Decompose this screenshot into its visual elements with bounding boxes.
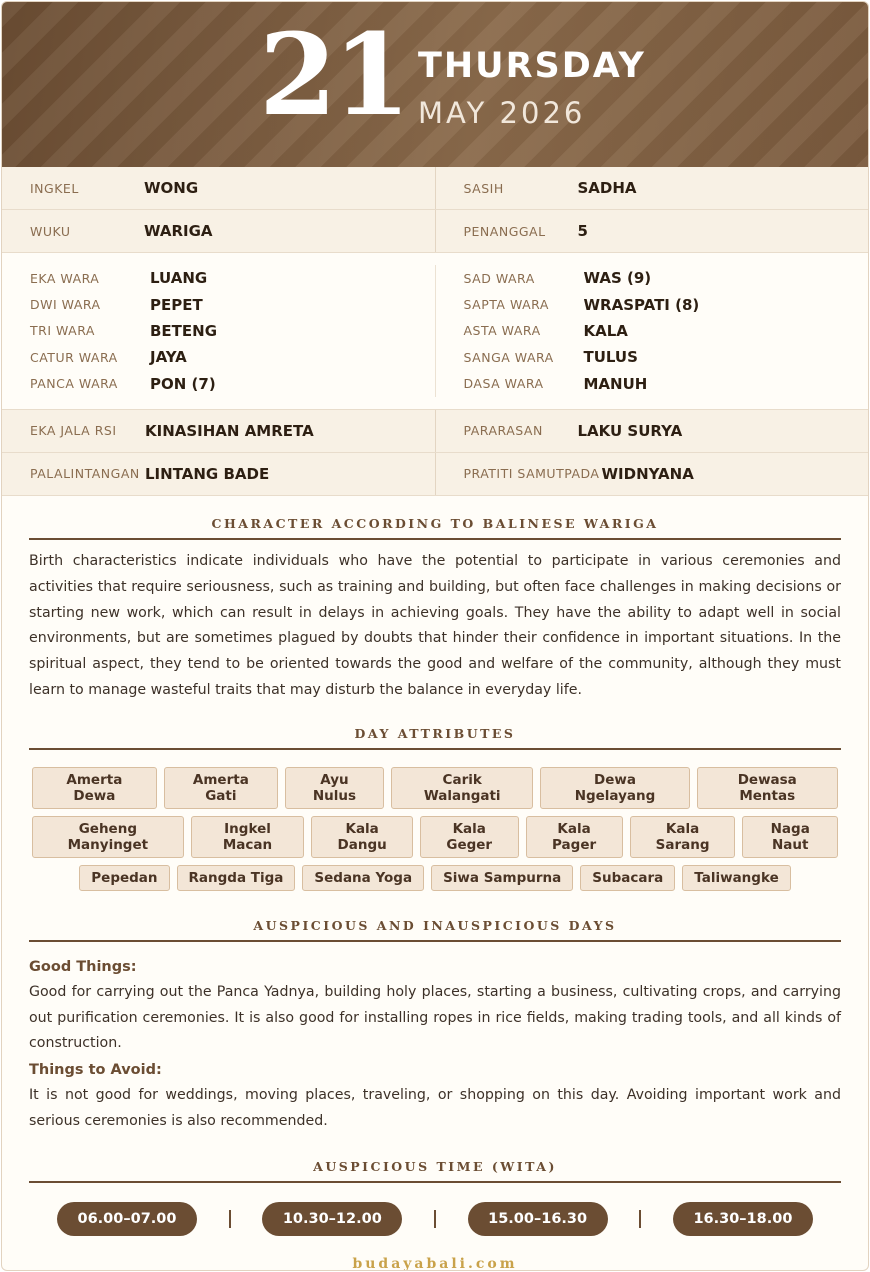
wara-row — [464, 344, 869, 370]
info-value: 5 — [577, 222, 588, 240]
footer-site-name: budayabali.com — [352, 1255, 518, 1271]
attribute-tag: Taliwangke — [682, 865, 790, 891]
tag-row — [32, 816, 838, 858]
info-cell — [2, 453, 435, 495]
wara-value: WRASPATI (8) — [583, 295, 700, 314]
attribute-tag: Ayu Nulus — [285, 767, 384, 809]
info-cell — [2, 167, 435, 209]
attribute-tag: Siwa Sampurna — [431, 865, 573, 891]
character-title: CHARACTER ACCORDING TO BALINESE WARIGA — [29, 516, 841, 540]
wara-value: KALA — [583, 321, 628, 340]
weekday: THURSDAY — [418, 46, 646, 86]
things-to-avoid-text: It is not good for weddings, moving places, traveling, or shopping on this day. Avoiding important work and serious ceremonies is also recommended. — [29, 1087, 841, 1129]
wara-row — [30, 318, 435, 344]
wara-grid — [2, 253, 868, 410]
times-title: AUSPICIOUS TIME (WITA) — [29, 1159, 841, 1183]
day-number: 21 — [259, 10, 407, 141]
wara-label: SAD WARA — [463, 270, 535, 286]
info-label: WUKU — [30, 223, 71, 239]
info-label: INGKEL — [30, 180, 79, 196]
wara-label: DWI WARA — [30, 297, 101, 313]
attribute-tag: Amerta Gati — [164, 767, 278, 809]
attributes-title: DAY ATTRIBUTES — [29, 726, 841, 750]
attribute-tag: Naga Naut — [742, 816, 838, 858]
info-cell — [2, 410, 435, 452]
info-cell — [435, 410, 869, 452]
info-label: EKA JALA RSI — [30, 423, 117, 439]
tag-row — [32, 767, 838, 809]
wara-value: LUANG — [150, 269, 208, 288]
good-things-text: Good for carrying out the Panca Yadnya, building holy places, starting a business, cultivating crops, and carrying out purification ceremonies. It is also good for installing ropes in rice fields, making trading tools, and all kinds of construction. — [29, 983, 841, 1052]
info-cell — [2, 210, 435, 252]
divider — [229, 1210, 231, 1228]
info-row-ingkel — [2, 167, 868, 210]
wara-label: SAPTA WARA — [463, 297, 549, 313]
attribute-tag: Kala Dangu — [311, 816, 413, 858]
wara-row — [30, 371, 435, 397]
wara-row — [464, 318, 869, 344]
attribute-tag: Sedana Yoga — [302, 865, 424, 891]
wara-label: SANGA WARA — [463, 349, 554, 365]
attribute-tag: Kala Sarang — [630, 816, 736, 858]
month-year: MAY 2026 — [418, 96, 586, 130]
character-text: Birth characteristics indicate individuals who have the potential to participate in various ceremonies and activities that require seriousness, such as training and building, but often face challenges in making decisions or starting new work, which can result in delays in achieving goals. They have the ability to adapt well in social environments, but are sometimes plagued by doubts that hinder their confidence in important situations. In the spiritual aspect, they tend to be oriented towards the good and welfare of the community, although they must learn to manage wasteful traits that may disturb the balance in everyday life. — [29, 552, 841, 698]
wara-value: JAYA — [150, 348, 187, 367]
attribute-tag: Kala Geger — [420, 816, 519, 858]
wara-label: PANCA WARA — [30, 376, 118, 392]
info-cell — [435, 453, 869, 495]
info-value: WARIGA — [144, 222, 213, 240]
calendar-card — [1, 1, 869, 1271]
attribute-tag: Rangda Tiga — [177, 865, 296, 891]
wara-row — [30, 291, 435, 317]
wara-value: MANUH — [583, 374, 648, 393]
wara-value: PON (7) — [150, 374, 216, 393]
wara-value: WAS (9) — [583, 269, 652, 288]
wara-value: TULUS — [583, 348, 638, 367]
wara-label: DASA WARA — [463, 376, 544, 392]
info-value: KINASIHAN AMRETA — [145, 421, 314, 440]
time-slot: 15.00–16.30 — [468, 1202, 608, 1236]
time-slots — [57, 1202, 813, 1236]
attribute-tag: Geheng Manyinget — [32, 816, 184, 858]
info-label: PRATITI SAMUTPADA — [463, 466, 600, 482]
attribute-tags — [32, 767, 838, 891]
wara-column-right — [435, 265, 869, 397]
attribute-tag: Kala Pager — [526, 816, 623, 858]
wara-value: PEPET — [150, 295, 203, 314]
attribute-tag: Pepedan — [79, 865, 169, 891]
info-label: SASIH — [463, 180, 504, 196]
attribute-tag: Dewa Ngelayang — [540, 767, 689, 809]
info-row-wuku — [2, 210, 868, 253]
time-slot: 10.30–12.00 — [262, 1202, 402, 1236]
good-things-heading: Good Things: — [29, 958, 137, 975]
date-header — [2, 2, 868, 167]
attribute-tag: Amerta Dewa — [32, 767, 157, 809]
info-value: WIDNYANA — [601, 464, 694, 483]
info-cell — [435, 210, 869, 252]
info-cell — [435, 167, 869, 209]
things-to-avoid-heading: Things to Avoid: — [29, 1062, 162, 1079]
info-row-palalintangan — [2, 453, 868, 496]
info-value: LINTANG BADE — [145, 464, 270, 483]
wara-label: ASTA WARA — [463, 323, 541, 339]
info-value: SADHA — [577, 179, 637, 197]
info-value: WONG — [144, 179, 199, 197]
wara-label: CATUR WARA — [30, 349, 118, 365]
info-label: PALALINTANGAN — [30, 466, 140, 482]
wara-row — [464, 291, 869, 317]
tag-row — [32, 865, 838, 891]
divider — [434, 1210, 436, 1228]
wara-row — [464, 265, 869, 291]
attribute-tag: Dewasa Mentas — [697, 767, 838, 809]
attribute-tag: Ingkel Macan — [191, 816, 305, 858]
attribute-tag: Subacara — [580, 865, 675, 891]
info-label: PARARASAN — [463, 423, 543, 439]
wara-label: EKA WARA — [30, 270, 100, 286]
attribute-tag: Carik Walangati — [391, 767, 534, 809]
divider — [639, 1210, 641, 1228]
wara-row — [30, 344, 435, 370]
days-title: AUSPICIOUS AND INAUSPICIOUS DAYS — [29, 918, 841, 942]
wara-row — [30, 265, 435, 291]
wara-value: BETENG — [150, 321, 218, 340]
wara-column-left — [2, 265, 435, 397]
info-value: LAKU SURYA — [577, 421, 683, 440]
wara-row — [464, 371, 869, 397]
wara-label: TRI WARA — [30, 323, 95, 339]
time-slot: 06.00–07.00 — [57, 1202, 197, 1236]
time-slot: 16.30–18.00 — [673, 1202, 813, 1236]
info-label: PENANGGAL — [463, 223, 546, 239]
info-row-eka-jala-rsi — [2, 410, 868, 453]
